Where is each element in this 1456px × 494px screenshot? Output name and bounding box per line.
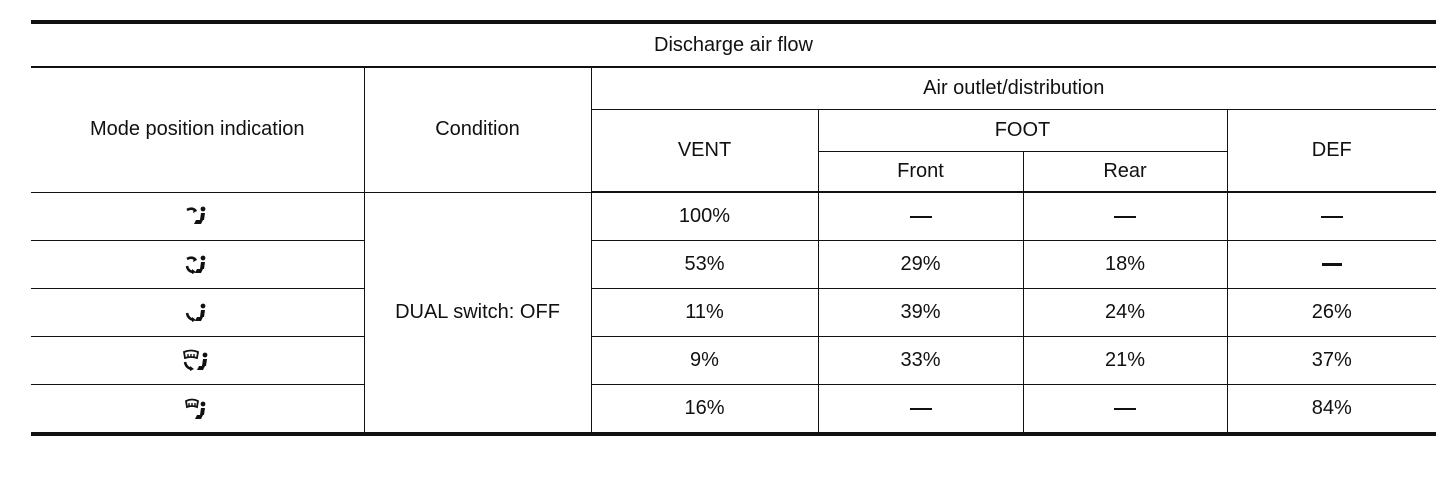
mode-cell <box>31 289 364 337</box>
foot-mode-icon <box>184 302 210 324</box>
table-row <box>31 385 1436 435</box>
vent-value: 100% <box>591 192 818 241</box>
foot-rear-value <box>1023 192 1227 241</box>
bi-level-mode-icon <box>184 254 210 276</box>
foot-front-value: 39% <box>818 289 1023 337</box>
def-value <box>1227 192 1436 241</box>
table-row <box>31 192 1436 241</box>
table-title: Discharge air flow <box>31 22 1436 67</box>
def-value: 37% <box>1227 337 1436 385</box>
foot-defrost-mode-icon <box>182 349 212 373</box>
header-mode-position: Mode position indication <box>31 67 364 192</box>
table-row <box>31 337 1436 385</box>
vent-value: 11% <box>591 289 818 337</box>
discharge-air-flow-table <box>31 20 1436 436</box>
vent-value: 16% <box>591 385 818 435</box>
dash <box>1322 263 1342 266</box>
foot-front-value <box>818 192 1023 241</box>
def-value: 84% <box>1227 385 1436 435</box>
foot-rear-value: 21% <box>1023 337 1227 385</box>
dash <box>910 216 932 218</box>
mode-cell <box>31 385 364 435</box>
dash <box>1321 216 1343 218</box>
vent-mode-icon <box>184 205 210 227</box>
table-row <box>31 289 1436 337</box>
header-vent: VENT <box>591 109 818 192</box>
vent-value: 9% <box>591 337 818 385</box>
foot-front-value: 33% <box>818 337 1023 385</box>
mode-cell <box>31 241 364 289</box>
def-value <box>1227 241 1436 289</box>
foot-rear-value: 18% <box>1023 241 1227 289</box>
foot-rear-value: 24% <box>1023 289 1227 337</box>
condition-cell: DUAL switch: OFF <box>364 192 591 434</box>
def-value: 26% <box>1227 289 1436 337</box>
table-row <box>31 241 1436 289</box>
foot-front-value: 29% <box>818 241 1023 289</box>
foot-front-value <box>818 385 1023 435</box>
header-foot-rear: Rear <box>1023 151 1227 192</box>
header-foot-front: Front <box>818 151 1023 192</box>
dash <box>1114 408 1136 410</box>
foot-rear-value <box>1023 385 1227 435</box>
mode-cell <box>31 192 364 241</box>
vent-value: 53% <box>591 241 818 289</box>
header-foot: FOOT <box>818 109 1227 151</box>
header-condition: Condition <box>364 67 591 192</box>
dash <box>1114 216 1136 218</box>
dash <box>910 408 932 410</box>
defrost-mode-icon <box>184 398 210 420</box>
header-air-outlet: Air outlet/distribution <box>591 67 1436 109</box>
header-def: DEF <box>1227 109 1436 192</box>
mode-cell <box>31 337 364 385</box>
